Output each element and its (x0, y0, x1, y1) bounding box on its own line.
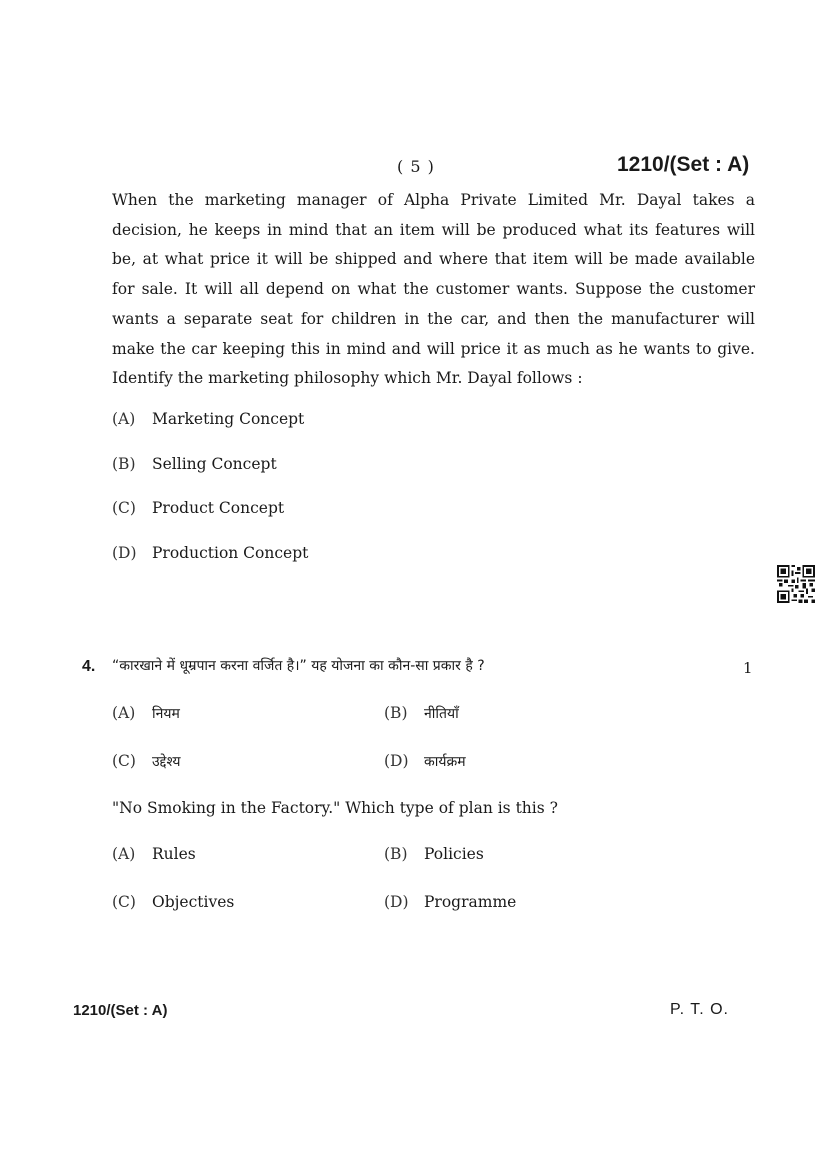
option-text: Product Concept (152, 499, 285, 517)
passage-line: wants a separate seat for children in the car, and then the manufacturer will (112, 309, 755, 328)
option-text: Programme (424, 893, 517, 911)
q4-option-b (384, 845, 484, 863)
question-4-number: 4. (82, 658, 96, 675)
question-4-english-text: "No Smoking in the Factory." Which type of plan is this ? (112, 799, 558, 817)
option-label: (B) (384, 845, 408, 863)
page-number: ( 5 ) (397, 157, 435, 176)
footer-pto: P. T. O. (670, 1001, 729, 1018)
q4-option-a (112, 845, 196, 863)
option-text: नियम (152, 706, 180, 722)
q3-option-c (112, 499, 284, 517)
option-text: Selling Concept (152, 455, 277, 473)
option-label: (C) (112, 893, 136, 911)
footer-paper-code: 1210/(Set : A) (73, 1002, 168, 1019)
q3-option-d (112, 544, 308, 562)
option-text: Marketing Concept (152, 410, 305, 428)
option-text: Policies (424, 845, 484, 863)
q4-hindi-option-a (112, 704, 180, 723)
question-4-marks: 1 (743, 659, 753, 677)
header-paper-code: 1210/(Set : A) (617, 153, 750, 176)
option-label: (D) (384, 752, 409, 770)
passage-line: be, at what price it will be shipped and where that item will be made available (112, 250, 755, 269)
option-label: (B) (112, 455, 136, 473)
option-label: (C) (112, 752, 136, 770)
passage-line: decision, he keeps in mind that an item will be produced what its features will (112, 220, 755, 239)
passage-line: When the marketing manager of Alpha Private Limited Mr. Dayal takes a (112, 191, 755, 209)
option-label: (D) (384, 893, 409, 911)
q3-option-a (112, 410, 304, 428)
passage-line: make the car keeping this in mind and will price it as much as he wants to give. (112, 339, 755, 358)
option-label: (C) (112, 499, 136, 517)
option-text: Objectives (152, 893, 235, 911)
qr-code-icon (777, 565, 815, 603)
q4-hindi-option-d (384, 752, 466, 771)
option-text: कार्यक्रम (424, 754, 466, 770)
option-label: (A) (112, 410, 136, 428)
option-label: (D) (112, 544, 137, 562)
question-3-passage (112, 186, 755, 394)
option-text: नीतियाँ (424, 706, 459, 722)
q4-option-d (384, 893, 516, 911)
option-text: उद्देश्य (152, 754, 181, 770)
question-4-hindi-text: “कारखाने में धूम्रपान करना वर्जित है।” यह योजना का कौन-सा प्रकार है ? (112, 658, 485, 674)
option-text: Production Concept (152, 544, 309, 562)
passage-line: for sale. It will all depend on what the customer wants. Suppose the customer (112, 280, 755, 299)
passage-line: Identify the marketing philosophy which Mr. Dayal follows : (112, 369, 583, 388)
option-label: (B) (384, 704, 408, 722)
q4-hindi-option-c (112, 752, 181, 771)
option-text: Rules (152, 845, 196, 863)
option-label: (A) (112, 845, 136, 863)
q3-option-b (112, 455, 277, 473)
q4-option-c (112, 893, 234, 911)
option-label: (A) (112, 704, 136, 722)
q4-hindi-option-b (384, 704, 459, 723)
